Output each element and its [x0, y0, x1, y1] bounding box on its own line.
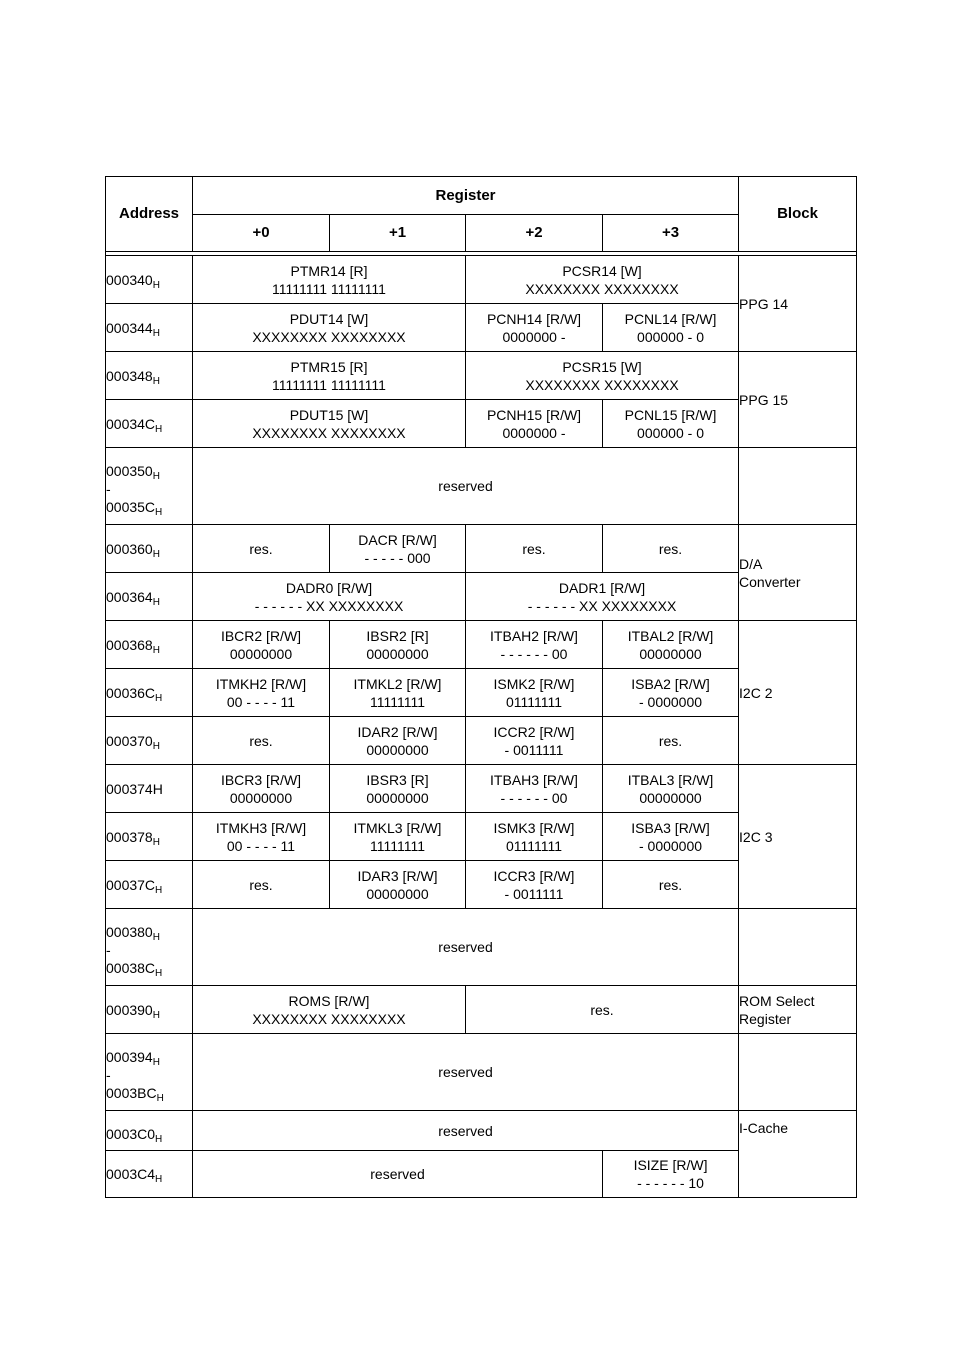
register-cell: ITMKL3 [R/W] 11111111 — [330, 813, 466, 861]
table-row — [106, 1111, 857, 1151]
register-cell: res. — [193, 717, 330, 765]
offset-2-header: +2 — [466, 215, 603, 252]
register-cell: PTMR14 [R] 11111111 11111111 — [193, 256, 466, 304]
block-empty — [739, 448, 857, 525]
reserved-cell: reserved — [193, 1034, 739, 1111]
register-cell: ITMKL2 [R/W] 11111111 — [330, 669, 466, 717]
address-range-cell: $000380_H$ - $00038C_H$ — [106, 909, 193, 986]
address-cell: $00036C_H$ — [106, 669, 193, 717]
table-row — [106, 986, 857, 1034]
register-cell: res. — [603, 717, 739, 765]
table-row — [106, 256, 857, 304]
register-cell: ITBAH2 [R/W] - - - - - - 00 — [466, 621, 603, 669]
table-row — [106, 1034, 857, 1111]
register-cell: res. — [466, 986, 739, 1034]
register-cell: IBCR2 [R/W] 00000000 — [193, 621, 330, 669]
block-empty — [739, 909, 857, 986]
register-cell: ITBAL3 [R/W] 00000000 — [603, 765, 739, 813]
block-i2c3: I2C 3 — [739, 765, 857, 909]
register-cell: IBCR3 [R/W] 00000000 — [193, 765, 330, 813]
address-cell: $000368_H$ — [106, 621, 193, 669]
offset-1-header: +1 — [330, 215, 466, 252]
offset-0-header: +0 — [193, 215, 330, 252]
register-cell: res. — [193, 525, 330, 573]
register-cell: ISBA2 [R/W] - 0000000 — [603, 669, 739, 717]
table-row — [106, 525, 857, 573]
register-cell: res. — [603, 525, 739, 573]
address-cell: $000348_H$ — [106, 352, 193, 400]
register-map-table — [105, 176, 857, 1198]
block-empty — [739, 1034, 857, 1111]
register-cell: DADR1 [R/W] - - - - - - XX XXXXXXXX — [466, 573, 739, 621]
address-header: Address — [106, 177, 193, 252]
block-icache: I-Cache — [739, 1111, 857, 1198]
block-header: Block — [739, 177, 857, 252]
register-cell: IDAR3 [R/W] 00000000 — [330, 861, 466, 909]
register-cell: PDUT15 [W] XXXXXXXX XXXXXXXX — [193, 400, 466, 448]
register-header: Register — [193, 177, 739, 215]
reserved-cell: reserved — [193, 448, 739, 525]
register-cell: res. — [466, 525, 603, 573]
table-row — [106, 909, 857, 986]
address-cell: $000344_H$ — [106, 304, 193, 352]
table-row — [106, 352, 857, 400]
register-cell: res. — [193, 861, 330, 909]
register-cell: DACR [R/W] - - - - - 000 — [330, 525, 466, 573]
table-row — [106, 765, 857, 813]
register-cell: PCNL14 [R/W] 000000 - 0 — [603, 304, 739, 352]
register-cell: ROMS [R/W] XXXXXXXX XXXXXXXX — [193, 986, 466, 1034]
register-cell: ICCR3 [R/W] - 0011111 — [466, 861, 603, 909]
offset-3-header: +3 — [603, 215, 739, 252]
register-cell: PCNH15 [R/W] 0000000 - — [466, 400, 603, 448]
register-cell: PCNL15 [R/W] 000000 - 0 — [603, 400, 739, 448]
table-row — [106, 448, 857, 525]
register-cell: PTMR15 [R] 11111111 11111111 — [193, 352, 466, 400]
register-cell: ICCR2 [R/W] - 0011111 — [466, 717, 603, 765]
register-cell: ISMK2 [R/W] 01111111 — [466, 669, 603, 717]
address-cell: $00034C_H$ — [106, 400, 193, 448]
address-cell: $0003C4_H$ — [106, 1151, 193, 1198]
reserved-cell: reserved — [193, 1151, 603, 1198]
block-da-converter: D/A Converter — [739, 525, 857, 621]
address-cell: $00037C_H$ — [106, 861, 193, 909]
reserved-cell: reserved — [193, 1111, 739, 1151]
register-cell: res. — [603, 861, 739, 909]
address-cell: $000370_H$ — [106, 717, 193, 765]
register-cell: ITBAL2 [R/W] 00000000 — [603, 621, 739, 669]
register-cell: ITMKH3 [R/W] 00 - - - - 11 — [193, 813, 330, 861]
address-cell: $000378_H$ — [106, 813, 193, 861]
register-cell: ITBAH3 [R/W] - - - - - - 00 — [466, 765, 603, 813]
register-cell: IBSR3 [R] 00000000 — [330, 765, 466, 813]
block-ppg14: PPG 14 — [739, 256, 857, 352]
table-row — [106, 621, 857, 669]
address-range-cell: $000394_H$ - $0003BC_H$ — [106, 1034, 193, 1111]
address-cell: 000374H — [106, 765, 193, 813]
register-cell: ISIZE [R/W] - - - - - - 10 — [603, 1151, 739, 1198]
block-ppg15: PPG 15 — [739, 352, 857, 448]
register-cell: IDAR2 [R/W] 00000000 — [330, 717, 466, 765]
address-range-cell: $000350_H$ - $00035C_H$ — [106, 448, 193, 525]
address-cell: $0003C0_H$ — [106, 1111, 193, 1151]
register-cell: PCNH14 [R/W] 0000000 - — [466, 304, 603, 352]
register-cell: IBSR2 [R] 00000000 — [330, 621, 466, 669]
block-i2c2: I2C 2 — [739, 621, 857, 765]
register-cell: PCSR15 [W] XXXXXXXX XXXXXXXX — [466, 352, 739, 400]
reserved-cell: reserved — [193, 909, 739, 986]
register-cell: ITMKH2 [R/W] 00 - - - - 11 — [193, 669, 330, 717]
register-cell: ISMK3 [R/W] 01111111 — [466, 813, 603, 861]
register-cell: PCSR14 [W] XXXXXXXX XXXXXXXX — [466, 256, 739, 304]
address-cell: $000364_H$ — [106, 573, 193, 621]
block-rom-select-register: ROM Select Register — [739, 986, 857, 1034]
register-cell: DADR0 [R/W] - - - - - - XX XXXXXXXX — [193, 573, 466, 621]
register-cell: ISBA3 [R/W] - 0000000 — [603, 813, 739, 861]
address-cell: $000360_H$ — [106, 525, 193, 573]
address-cell: $000390_H$ — [106, 986, 193, 1034]
address-cell: $000340_H$ — [106, 256, 193, 304]
register-cell: PDUT14 [W] XXXXXXXX XXXXXXXX — [193, 304, 466, 352]
